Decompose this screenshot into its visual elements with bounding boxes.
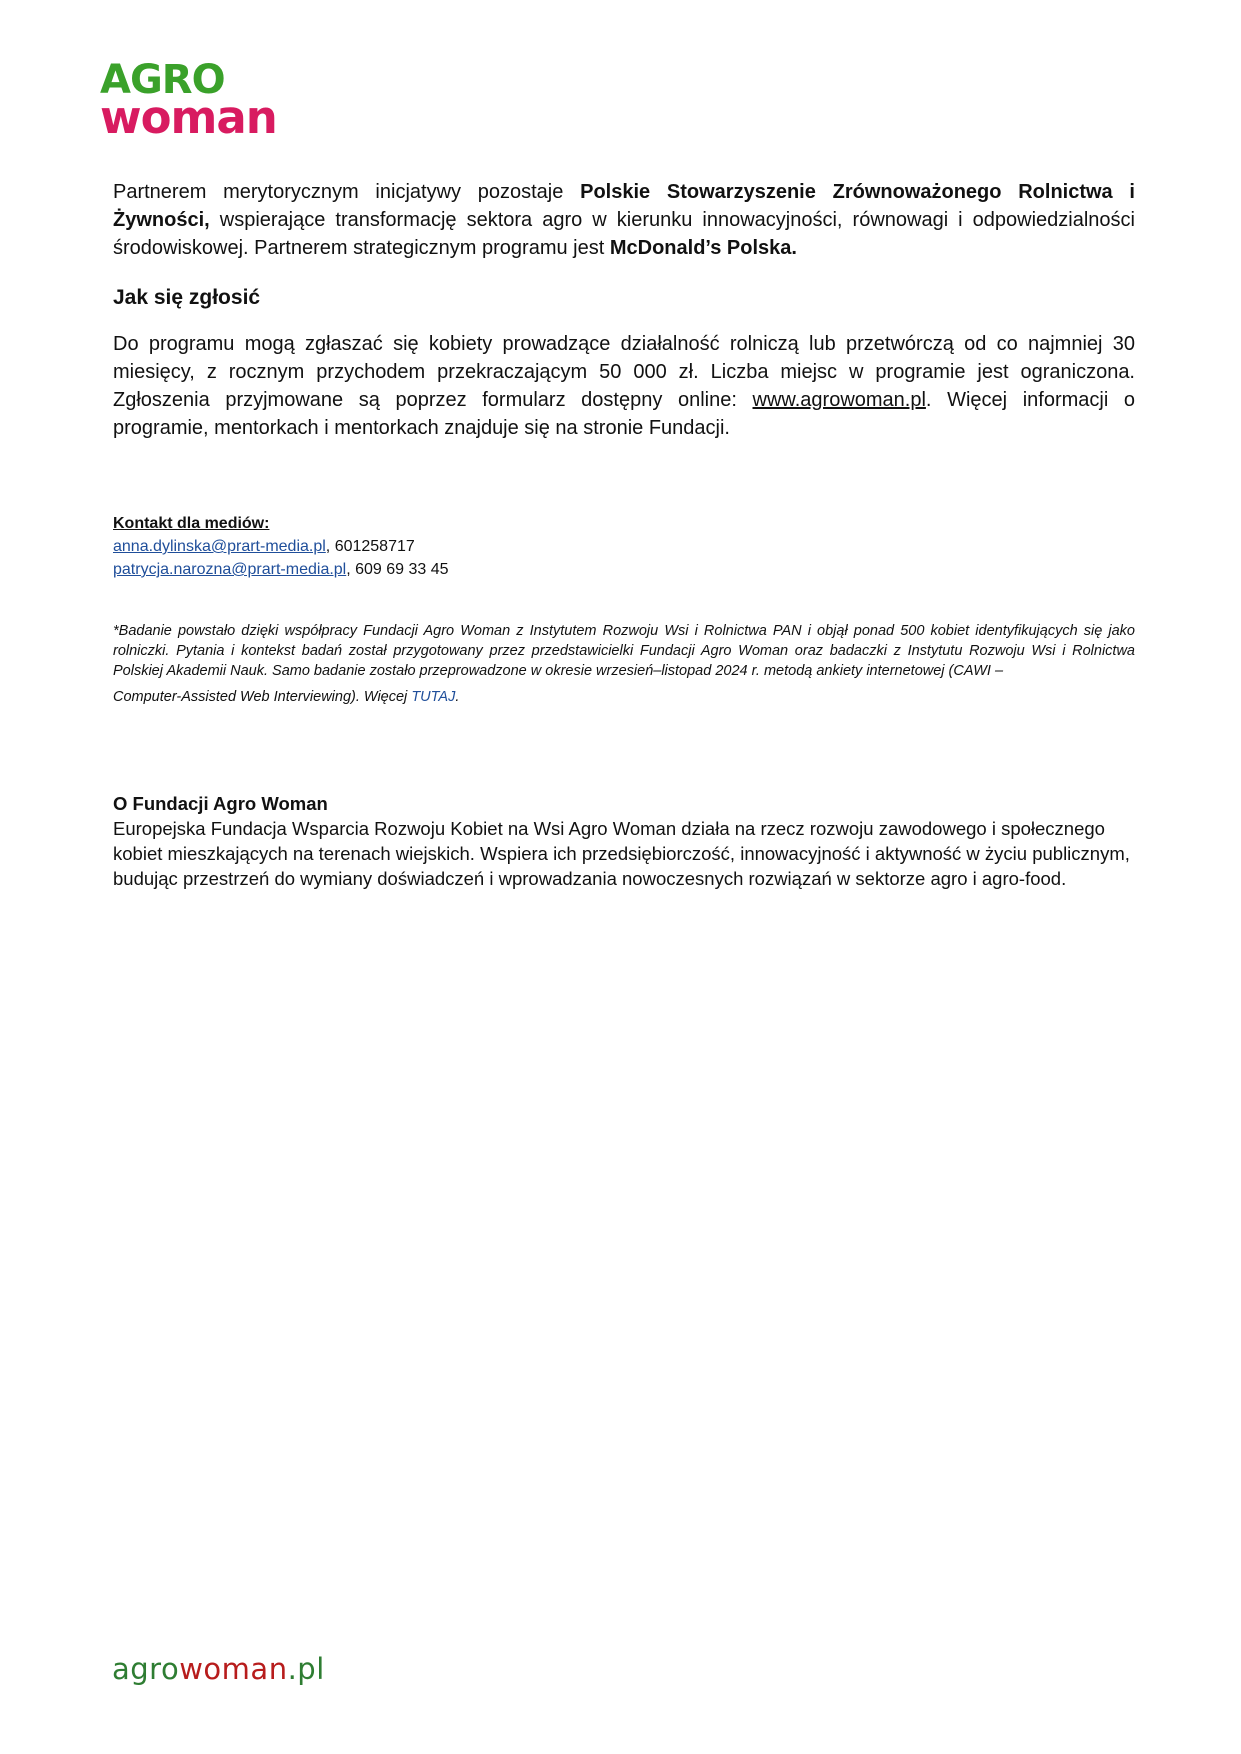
footer-pl: .pl <box>287 1652 325 1686</box>
agrowoman-website-link[interactable]: www.agrowoman.pl <box>752 389 926 411</box>
footnote-text-3: . <box>455 689 460 705</box>
footnote-text-2: Computer-Assisted Web Interviewing). Więcej <box>113 689 412 705</box>
contact-email-link[interactable]: anna.dylinska@prart-media.pl <box>113 538 326 555</box>
contact-phone: , 609 69 33 45 <box>346 561 449 578</box>
media-contact <box>113 512 1135 581</box>
contact-row <box>113 558 1135 581</box>
research-footnote <box>113 621 1135 713</box>
document-body <box>113 178 1135 891</box>
apply-text-2: . Więcej informacji o programie, mentorkach i mentorkach znajduje się na stronie Fundacji. <box>113 389 1135 439</box>
footer-website <box>112 1652 325 1686</box>
media-contact-title: Kontakt dla mediów: <box>113 515 270 532</box>
footnote-text-1: *Badanie powstało dzięki współpracy Fundacji Agro Woman z Instytutem Rozwoju Wsi i Rolnictwa PAN i objął ponad 500 kobiet identyfikujących się jako rolniczki. Pytania i kontekst badań został przygotowany przez przedstawicielki Fundacji Agro Woman oraz badaczki z Instytutu Rozwoju Wsi i Rolnictwa Polskiej Akademii Nauk. Samo badanie zostało przeprowadzone w okresie wrzesień–listopad 2024 r. metodą ankiety internetowej (CAWI – <box>113 623 1135 679</box>
contact-email-link[interactable]: patrycja.narozna@prart-media.pl <box>113 561 347 578</box>
footnote-tutaj-link[interactable]: TUTAJ <box>411 689 456 705</box>
about-title: O Fundacji Agro Woman <box>113 793 328 814</box>
apply-text-1: Do programu mogą zgłaszać się kobiety prowadzące działalność rolniczą lub przetwórczą od co najmniej 30 miesięcy, z rocznym przychodem przekraczającym 50 000 zł. Liczba miejsc w programie jest ograniczona. Zgłoszenia przyjmowane są poprzez formularz dostępny online: <box>113 333 1135 411</box>
logo-agro-text: AGRO <box>100 57 225 103</box>
contact-phone: , 601258717 <box>325 538 415 555</box>
partner-bold-2: McDonald’s Polska. <box>609 237 797 259</box>
partner-paragraph <box>113 178 1135 262</box>
footnote-last-line <box>113 681 1135 713</box>
agro-woman-logo <box>100 57 320 144</box>
about-body: Europejska Fundacja Wsparcia Rozwoju Kobiet na Wsi Agro Woman działa na rzecz rozwoju zawodowego i społecznego kobiet mieszkających na terenach wiejskich. Wspiera ich przedsiębiorczość, innowacyjność i aktywność w życiu publicznym, budując przestrzeń do wymiany doświadczeń i wprowadzania nowoczesnych rozwiązań w sektorze agro i agro-food. <box>113 818 1130 889</box>
how-to-apply-paragraph <box>113 330 1135 442</box>
about-foundation <box>113 791 1135 891</box>
partner-bold-1: Polskie Stowarzyszenie Zrównoważonego Rolnictwa i Żywności, <box>113 181 1135 231</box>
contact-row <box>113 535 1135 558</box>
footer-agro: agro <box>112 1652 180 1686</box>
logo-woman-text: woman <box>100 91 277 144</box>
footer-woman: woman <box>179 1652 288 1686</box>
how-to-apply-heading: Jak się zgłosić <box>113 286 261 309</box>
partner-text-1: Partnerem merytorycznym inicjatywy pozostaje <box>113 181 581 203</box>
partner-text-2: wspierające transformację sektora agro w kierunku innowacyjności, równowagi i odpowiedzialności środowiskowej. Partnerem strategicznym programu jest <box>113 209 1135 259</box>
